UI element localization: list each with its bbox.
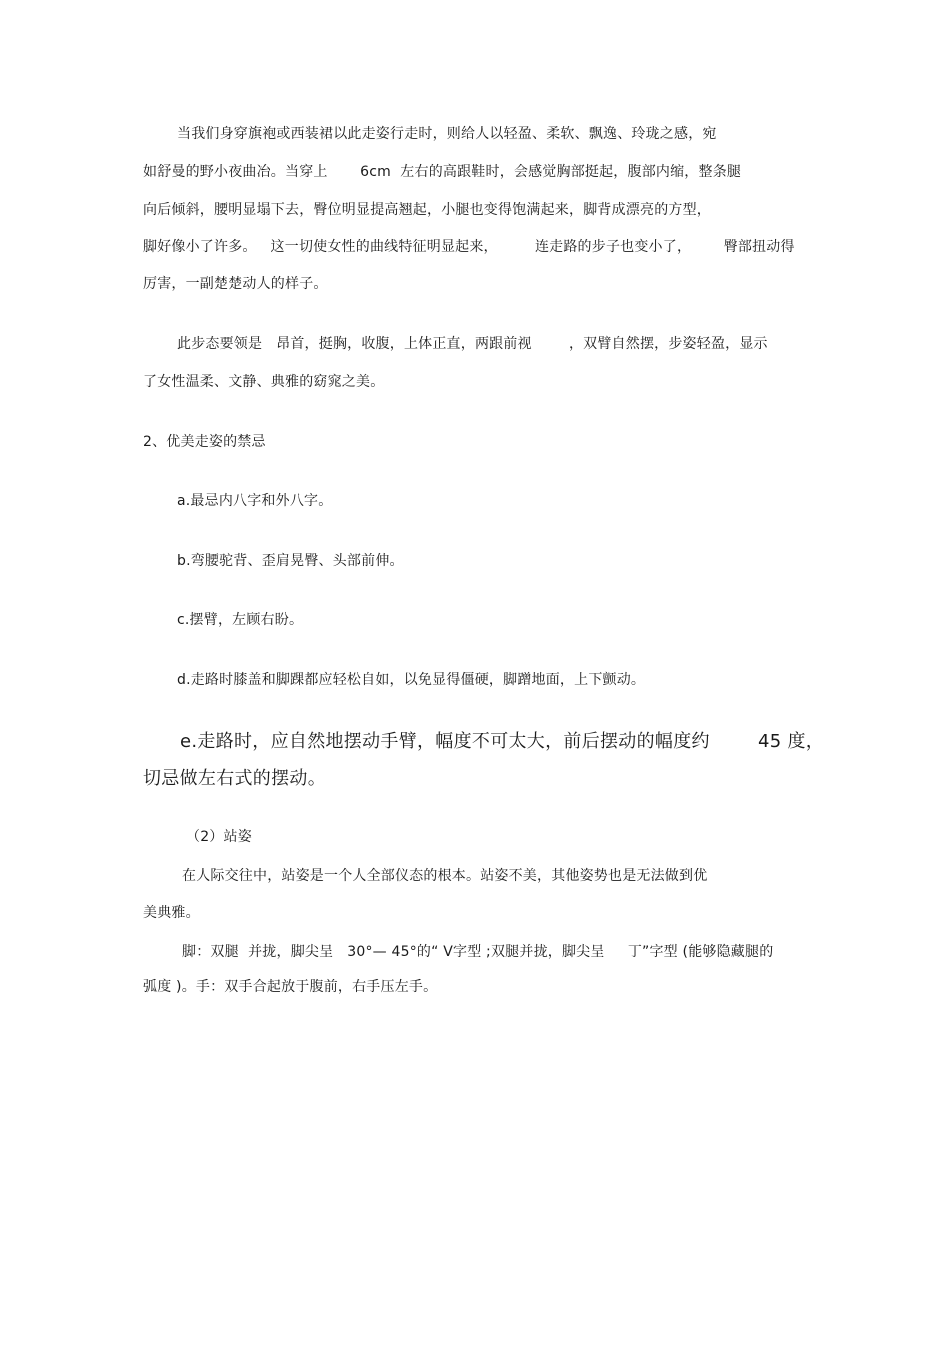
- text-line: 厉害，一副楚楚动人的样子。: [143, 276, 328, 292]
- list-item: e.走路时，应自然地摆动手臂，幅度不可太大，前后摆动的幅度约 45 度，: [180, 731, 825, 752]
- text-line: 弧度 )。手：双手合起放于腹前，右手压左手。: [143, 979, 438, 995]
- text-line: 如舒曼的野小夜曲冶。当穿上 6cm 左右的高跟鞋时，会感觉胸部挺起，腹部内缩，整条腿: [143, 164, 742, 180]
- text-line: 切忌做左右式的摆动。: [143, 768, 326, 789]
- text-line: 当我们身穿旗袍或西装裙以此走姿行走时，则给人以轻盈、柔软、飘逸、玲珑之感，宛: [177, 126, 717, 142]
- text-line: 脚好像小了许多。 这一切使女性的曲线特征明显起来， 连走路的步子也变小了， 臀部扭动得: [143, 239, 795, 255]
- section-heading: 2、优美走姿的禁忌: [143, 434, 266, 450]
- list-item: b.弯腰驼背、歪肩晃臀、头部前伸。: [177, 553, 404, 569]
- list-item: d.走路时膝盖和脚踝都应轻松自如，以免显得僵硬，脚蹭地面，上下颤动。: [177, 672, 646, 688]
- text-line: 向后倾斜，腰明显塌下去，臀位明显提高翘起，小腿也变得饱满起来，脚背成漂亮的方型，: [143, 202, 711, 218]
- text-line: 脚：双腿 并拢，脚尖呈 30°— 45°的“ V字型 ;双腿并拢，脚尖呈 丁”字型 (能够隐藏腿的: [182, 944, 774, 960]
- text-line: 了女性温柔、文静、典雅的窈窕之美。: [143, 374, 385, 390]
- text-line: 美典雅。: [143, 905, 200, 921]
- list-item: a.最忌内八字和外八字。: [177, 493, 333, 509]
- section-heading: （2）站姿: [186, 829, 252, 845]
- list-item: c.摆臂，左顾右盼。: [177, 612, 304, 628]
- text-line: 此步态要领是 昂首，挺胸，收腹，上体正直，两跟前视 ，双臂自然摆，步姿轻盈，显示: [177, 336, 768, 352]
- text-line: 在人际交往中，站姿是一个人全部仪态的根本。站姿不美，其他姿势也是无法做到优: [182, 868, 708, 884]
